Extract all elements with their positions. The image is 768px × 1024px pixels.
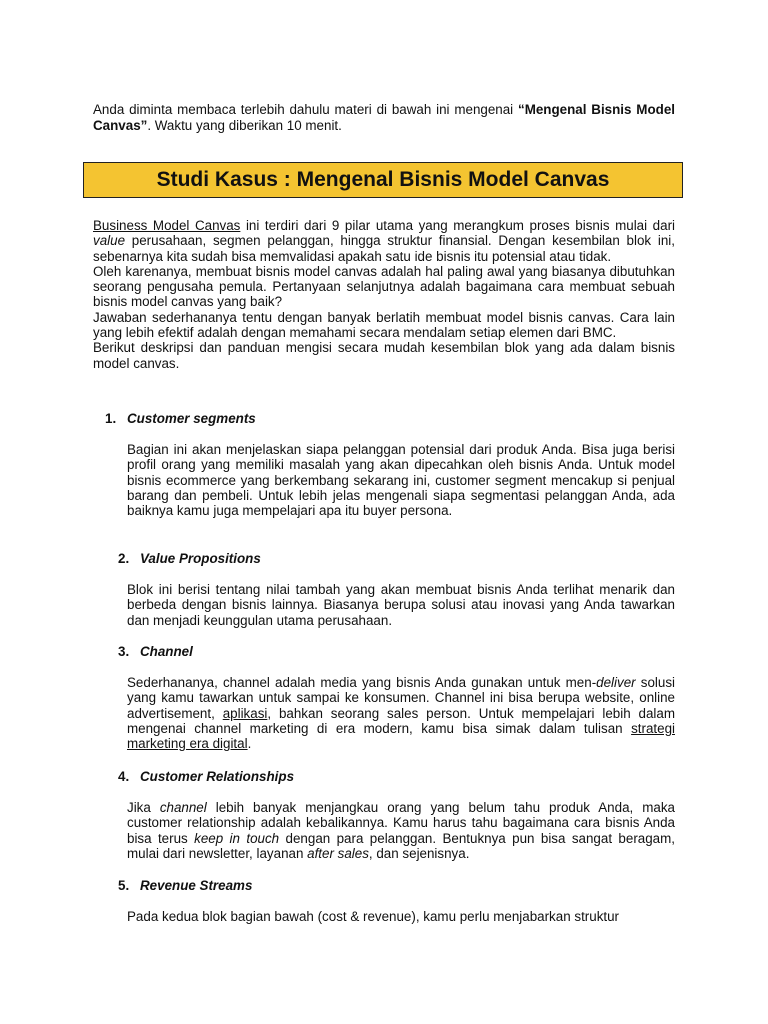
aplikasi-link[interactable]: aplikasi: [222, 705, 268, 721]
page-title: Studi Kasus : Mengenal Bisnis Model Canvas: [156, 168, 610, 191]
paragraph-3: Jawaban sederhananya tentu dengan banyak berlatih membuat model bisnis canvas. Cara lain yang lebih efektif adalah dengan memahami secara mendalam setiap elemen dari BMC.: [93, 309, 675, 341]
strategi-marketing-link[interactable]: strategi marketing era digital: [127, 720, 675, 752]
section-body-revenue-streams: Pada kedua blok bagian bawah (cost & revenue), kamu perlu menjabarkan struktur: [127, 909, 620, 924]
paragraph-4: Berikut deskripsi dan panduan mengisi secara mudah kesembilan blok yang ada dalam bisnis model canvas.: [93, 340, 675, 371]
intro-paragraphs: [93, 218, 675, 371]
title-box: [83, 162, 683, 198]
paragraph-2: Oleh karenanya, membuat bisnis model canvas adalah hal paling awal yang biasanya dibutuhkan seorang pengusaha pemula. Pertanyaan selanjutnya adalah bagaimana cara membuat sebuah bisnis model canvas yang baik?: [93, 263, 675, 310]
section-body-channel: Sederhananya, channel adalah media yang bisnis Anda gunakan untuk men-deliver solusi yang kamu tawarkan untuk sampai ke konsumen. Channel ini bisa berupa website, online advertisement, aplikasi, bahkan seorang sales person. Untuk mempelajari lebih dalam mengenai channel marketing di era modern, kamu bisa simak dalam tulisan strategi marketing era digital.: [127, 675, 675, 752]
section-heading-channel: 3. Channel: [118, 644, 193, 659]
section-body-customer-relationships: Jika channel lebih banyak menjangkau orang yang belum tahu produk Anda, maka customer relationship adalah kebalikannya. Kamu harus tahu bagaimana cara bisnis Anda bisa terus keep in touch dengan para pelanggan. Bentuknya pun bisa sangat beragam, mulai dari newsletter, layanan after sales, dan sejenisnya.: [127, 800, 675, 861]
business-model-canvas-link[interactable]: Business Model Canvas: [93, 218, 241, 233]
intro-text: Anda diminta membaca terlebih dahulu materi di bawah ini mengenai “Mengenal Bisnis Model Canvas”. Waktu yang diberikan 10 menit.: [93, 102, 675, 133]
intro-bold: “Mengenal Bisnis Model Canvas”: [93, 102, 675, 133]
section-heading-value-propositions: 2. Value Propositions: [118, 551, 261, 566]
section-heading-customer-segments: 1. Customer segments: [105, 411, 256, 426]
section-heading-revenue-streams: 5. Revenue Streams: [118, 878, 253, 893]
section-heading-customer-relationships: 4. Customer Relationships: [118, 769, 295, 784]
paragraph-1: Business Model Canvas ini terdiri dari 9 pilar utama yang merangkum proses bisnis mulai dari value perusahaan, segmen pelanggan, hingga struktur finansial. Dengan kesembilan blok ini, sebenarnya kita sudah bisa memvalidasi apakah satu ide bisnis itu potensial atau tidak.: [93, 218, 675, 264]
section-body-customer-segments: Bagian ini akan menjelaskan siapa pelanggan potensial dari produk Anda. Bisa juga berisi profil orang yang memiliki masalah yang akan dipecahkan oleh bisnis Anda. Untuk model bisnis ecommerce yang berkembang sekarang ini, customer segment mencakup si penjual barang dan pembeli. Untuk lebih jelas mengenali siapa segmentasi pelanggan Anda, ada baiknya kamu juga mempelajari apa itu buyer persona.: [127, 442, 675, 519]
section-body-value-propositions: Blok ini berisi tentang nilai tambah yang akan membuat bisnis Anda terlihat menarik dan berbeda dengan bisnis lainnya. Biasanya berupa solusi atau inovasi yang Anda tawarkan dan menjadi keunggulan utama perusahaan.: [127, 582, 675, 628]
